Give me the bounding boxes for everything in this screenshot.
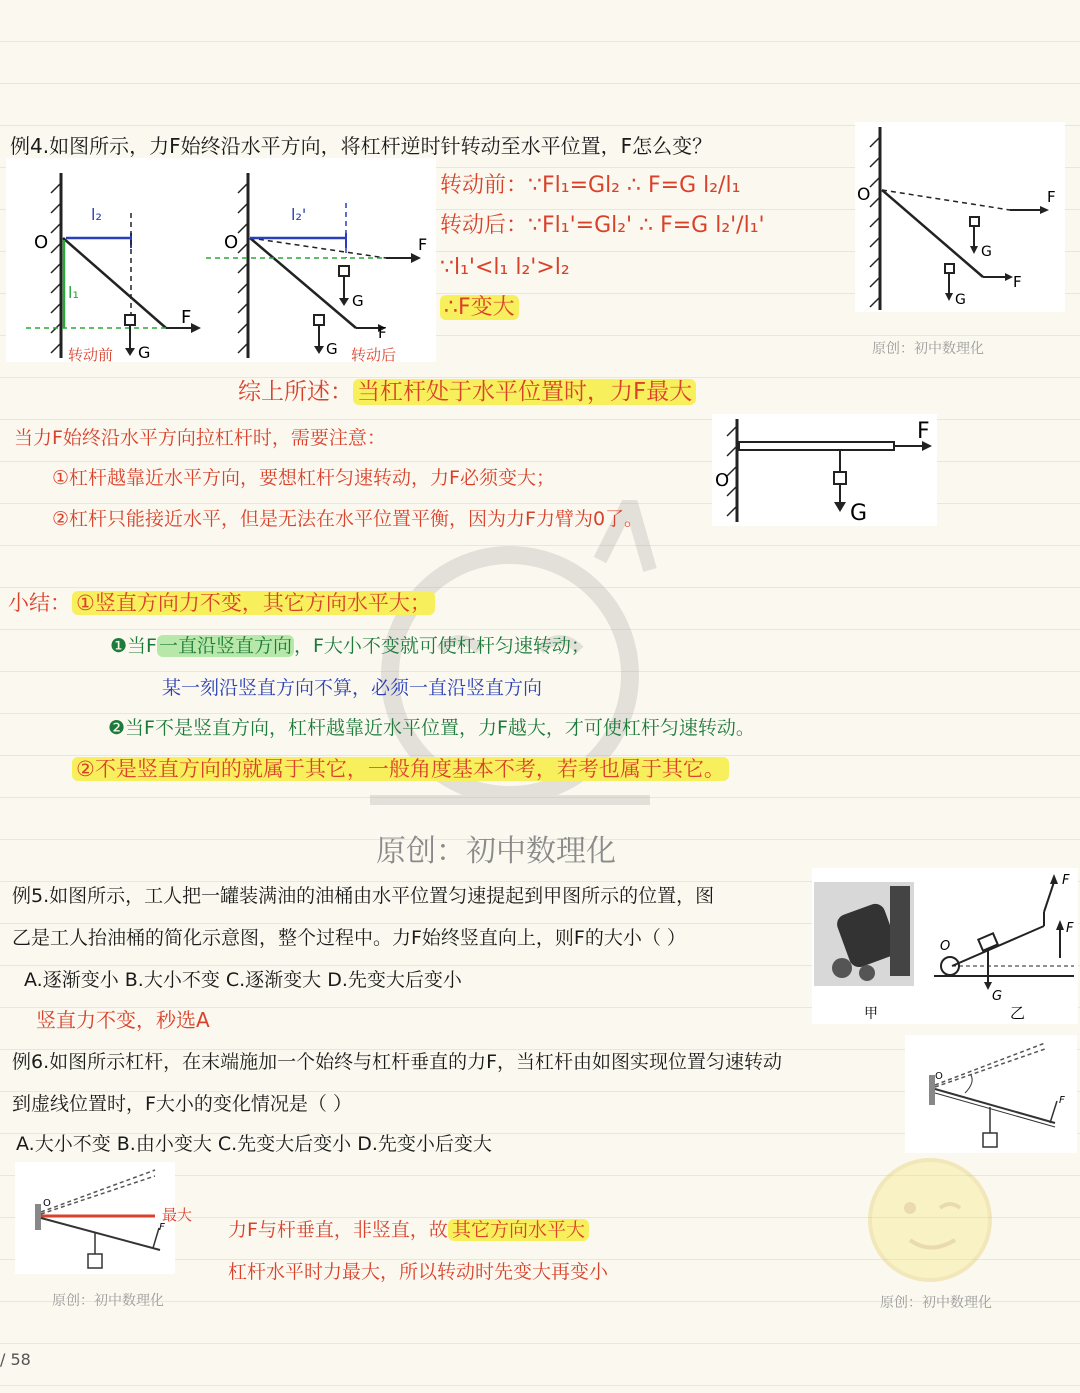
notes-item2: ②杠杆只能接近水平，但是无法在水平位置平衡，因为力F力臂为0了。 [52,508,644,530]
example6-options: A.大小不变 B.由小变大 C.先变大后变小 D.先变小后变大 [16,1133,492,1155]
label-g-ex5: G [992,989,1003,1004]
label-g-right-b: G [955,292,966,308]
caption-jia: 甲 [864,1006,878,1022]
watermark-small-1: 原创：初中数理化 [872,341,984,357]
example5-options: A.逐渐变小 B.大小不变 C.逐渐变大 D.先变大后变小 [24,969,462,991]
page-counter: / 58 [0,1350,31,1369]
example4-right-diagram [855,122,1065,312]
example6-answer2: 杠杆水平时力最大，所以转动时先变大再变小 [228,1261,609,1283]
conclusion-label: 小结： [8,591,71,615]
example5-figures [812,868,1078,1024]
label-g-horizontal: G [850,501,868,526]
conclusion-sub1: ❶当F 一直沿竖直方向 ，F大小不变就可使杠杆匀速转动； [110,635,590,657]
example6-answer1: 力F与杆垂直，非竖直，故 其它方向水平大 [228,1216,589,1244]
conclusion-point2: ②不是竖直方向的就属于其它，一般角度基本不考，若考也属于其它。 [72,755,729,783]
example5-question-line1: 例5.如图所示，工人把一罐装满油的油桶由水平位置匀速提起到甲图所示的位置，图 [12,885,715,907]
label-g-2a: G [352,292,364,310]
label-o-ex5: O [940,939,951,954]
label-g-2b: G [326,340,338,358]
label-l2p-2: l₂' [291,205,307,224]
label-f-ex5a: F [1062,873,1070,888]
label-l1-1: l₁ [68,283,79,302]
before-equation: 转动前：∵Fl₁=Gl₂ ∴ F=G l₂/l₁ [440,173,741,198]
notes-item1: ①杠杆越靠近水平方向，要想杠杆匀速转动，力F必须变大； [52,467,555,489]
watermark-small-2: 原创：初中数理化 [52,1293,164,1309]
example6-question-line2: 到虚线位置时，F大小的变化情况是（ ） [12,1093,352,1115]
notes-title: 当力F始终沿水平方向拉杠杆时，需要注意： [14,427,386,449]
label-f-right-a: F [1047,188,1056,206]
watermark-small-3: 原创：初中数理化 [880,1295,992,1311]
example4-lever-diagrams [6,158,436,362]
example5-answer: 竖直力不变，秒选A [36,1008,210,1032]
label-before: 转动前 [68,346,114,362]
label-f-ex6: F [1059,1095,1065,1106]
after-equation: 转动后：∵Fl₁'=Gl₂' ∴ F=G l₂'/l₁' [440,213,765,238]
label-f-2b: F [378,324,387,342]
watermark-center: 原创：初中数理化 [376,834,616,869]
label-o-right: O [857,185,871,205]
thumbs-up-watermark [860,1150,1000,1290]
horizontal-lever-diagram [712,414,937,526]
conclusion-sub1-note: 某一刻沿竖直方向不算，必须一直沿竖直方向 [162,677,543,699]
conclusion-sub2: ❷当F不是竖直方向，杠杆越靠近水平位置，力F越大，才可使杠杆匀速转动。 [108,717,755,739]
caption-yi: 乙 [1010,1004,1026,1022]
summary-line: 综上所述： 当杠杆处于水平位置时，力F最大 [238,378,696,406]
label-g-1: G [138,343,151,362]
example4-question: 例4.如图所示，力F始终沿水平方向，将杠杆逆时针转动至水平位置，F怎么变？ [10,134,713,158]
compare-lengths: ∵l₁'<l₁ l₂'>l₂ [440,255,570,280]
label-after: 转动后 [351,346,397,362]
example5-question-line2: 乙是工人抬油桶的简化示意图，整个过程中。力F始终竖直向上，则F的大小（ ） [12,927,686,949]
label-f-horizontal: F [917,419,930,444]
label-f-1: F [181,307,192,328]
example6-diagram [905,1035,1077,1153]
label-o-horizontal: O [715,470,730,491]
label-g-right-a: G [981,244,992,260]
label-o-1: O [34,232,49,253]
label-o-ex6b: O [43,1198,51,1209]
label-o-ex6: O [935,1071,943,1082]
label-l2-1: l₂ [91,205,102,224]
example4-conclusion: ∴F变大 [440,294,519,322]
max-label: 最大 [162,1206,193,1224]
example6-answer-diagram [15,1162,175,1274]
label-f-ex5b: F [1066,921,1074,936]
label-f-right-b: F [1013,273,1022,291]
label-f-ex6b: F [159,1222,165,1233]
label-f-2: F [418,235,428,254]
example6-question-line1: 例6.如图所示杠杆，在末端施加一个始终与杠杆垂直的力F，当杠杆由如图实现位置匀速转动 [12,1051,783,1073]
conclusion-point1: ①竖直方向力不变，其它方向水平大； [72,589,435,617]
label-o-2: O [224,232,239,253]
